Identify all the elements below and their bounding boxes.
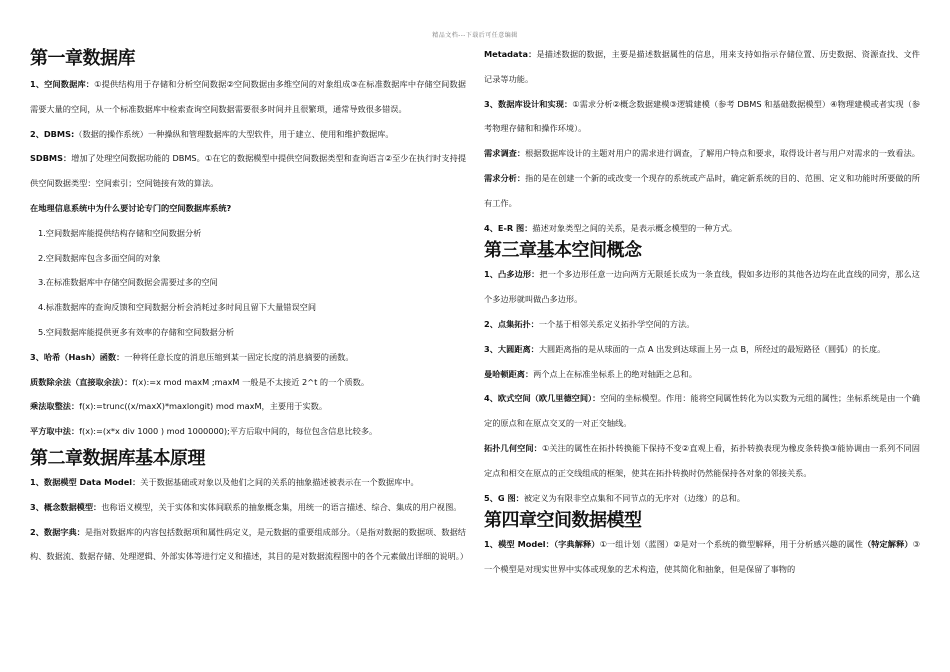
paragraph-sdbms: SDBMS：增加了处理空间数据功能的 DBMS。①在它的数据模型中提供空间数据类型和查询语言②至少在执行时支持提供空间数据类型：空间索引；空间链接有效的算法。	[30, 153, 467, 189]
term-label: 3、概念数据模型：	[30, 501, 102, 512]
term-label: （特定解释）	[862, 539, 913, 550]
paragraph-hash: 3、哈希（Hash）函数：一种将任意长度的消息压缩到某一固定长度的消息摘要的函数。	[30, 351, 354, 362]
paragraph-square: 平方取中法：f(x):=(x*x div 1000 ) mod 1000000);平方后取中间的，每位包含信息比较多。	[30, 426, 378, 437]
right-column	[484, 42, 920, 582]
list-item: 1.空间数据库能提供结构存储和空间数据分析	[38, 227, 202, 238]
term-label: 1、模型 Model：（字典解释）	[484, 539, 600, 550]
list-item: 3.在标准数据库中存储空间数据会需要过多的空间	[38, 277, 218, 288]
term-label: 需求调查：	[484, 148, 526, 159]
term-label: 3、数据库设计和实现：	[484, 98, 573, 109]
paragraph-manhattan: 曼哈顿距离：两个点上在标准坐标系上的绝对轴距之总和。	[484, 368, 697, 379]
list-item: 2.空间数据库包含多面空间的对象	[38, 252, 161, 263]
paragraph-er-diagram: 4、E-R 图：描述对象类型之间的关系，是表示概念模型的一种方式。	[484, 222, 738, 233]
paragraph-db-design: 3、数据库设计和实现：①需求分析②概念数据建模③逻辑建模（参考 DBMS 和基础数据模型）④物理建模或者实现（参考物理存储和和操作环境）。	[484, 98, 921, 134]
paragraph-convex-polygon: 1、凸多边形：把一个多边形任意一边向两方无限延长成为一条直线，假如多边形的其他各边均在此直线的同旁，那么这个多边形就叫做凸多边形。	[484, 269, 920, 305]
paragraph-data-dictionary: 2、数据字典：是指对数据库的内容包括数据项和属性码定义，是元数据的重要组成部分。（是指对数据的数据项、数据结构、数据流、数据存储、处理逻辑、外部实体等进行定义和描述，其目的是对数据流程图中的各个元素做出详细的说明。）	[30, 526, 469, 562]
paragraph-dbms: 2、DBMS:（数据的操作系统）一种操纵和管理数据库的大型软件，用于建立、使用和维护数据库。	[30, 128, 394, 139]
paragraph-spatial-database: 1、空间数据库：①提供结构用于存储和分析空间数据②空间数据由多维空间的对象组成③在标准数据库中存储空间数据需要大量的空间，从一个标准数据库中检索查询空间数据需要很多时间并且很繁琐，通常导致很多错误。	[30, 79, 466, 114]
chapter2-title: 第二章数据库基本原理	[30, 447, 205, 469]
paragraph-great-circle: 3、大圆距离：大圆距离指的是从球面的一点 A 出发到达球面上另一点 B，所经过的最短路径（圆弧）的长度。	[484, 343, 886, 354]
paragraph-data-model: 1、数据模型 Data Model：关于数据基础或对象以及他们之间的关系的抽象描述被表示在一个数据库中。	[30, 476, 419, 487]
list-item: 4.标准数据库的查询反馈和空间数据分析会消耗过多时间且留下大量错误空间	[38, 302, 317, 313]
term-label: 2、点集拓扑：	[484, 318, 539, 329]
term-label: 1、空间数据库：	[30, 79, 95, 89]
list-item: 5.空间数据库能提供更多有效率的存储和空间数据分析	[38, 326, 235, 337]
paragraph-model: 1、模型 Model：（字典解释）①一组计划（蓝图）②是对一个系统的微型解释，用于分析感兴趣的属性（特定解释）③一个模型是对现实世界中实体或现象的艺术构造，使其简化和抽象，但是保留了事物的	[484, 539, 920, 575]
term-label: Metadata：	[484, 49, 537, 59]
term-label: 4、欧式空间（欧几里德空间）：	[484, 393, 601, 404]
chapter1-title: 第一章数据库	[30, 48, 135, 69]
term-label: 1、数据模型 Data Model：	[30, 476, 141, 487]
term-label: 4、E-R 图：	[484, 222, 533, 233]
term-label: 1、凸多边形：	[484, 269, 540, 280]
term-label: 拓扑几何空间：	[484, 442, 542, 453]
term-label: 3、哈希（Hash）函数：	[30, 351, 125, 362]
paragraph-metadata: Metadata：是描述数据的数据，主要是描述数据属性的信息，用来支持如指示存储位置、历史数据、资源查找、文件记录等功能。	[484, 49, 920, 84]
term-label: 3、大圆距离：	[484, 343, 539, 354]
term-label: SDBMS：	[30, 153, 72, 164]
paragraph-conceptual-model: 3、概念数据模型：也称语义模型，关于实体和实体间联系的抽象概念集，用统一的语言描述、综合、集成的用户视图。	[30, 501, 462, 512]
reasons-list	[30, 221, 466, 345]
paragraph-euclidean: 4、欧式空间（欧几里德空间）：空间的坐标模型。作用：能将空间属性转化为以实数为元组的属性；坐标系统是由一个确定的原点和在原点交叉的一对正交轴线。	[484, 393, 920, 429]
paragraph-multiply: 乘法取整法：f(x):=trunc((x/maxX)*maxlongit) mod maxM，主要用于实数。	[30, 401, 328, 412]
term-label: 乘法取整法：	[30, 401, 80, 412]
question-heading: 在地理信息系统中为什么要讨论专门的空间数据库系统?	[30, 202, 232, 213]
term-label: 5、G 图：	[484, 492, 524, 503]
term-label: 需求分析：	[484, 172, 526, 183]
term-label: 平方取中法：	[30, 426, 80, 437]
paragraph-topological-space: 拓扑几何空间：①关注的属性在拓扑转换能下保持不变②直观上看，拓扑转换表现为橡皮条转换③能协调由一系列不同固定点和相交在原点的正交线组成的框架，使其在拓扑转换时仍然能保持各对象的邻接关系。	[484, 442, 920, 478]
chapter4-title: 第四章空间数据模型	[484, 510, 642, 532]
left-column	[30, 42, 469, 569]
paragraph-requirements: 需求调查：根据数据库设计的主题对用户的需求进行调查，了解用户特点和要求，取得设计者与用户对需求的一致看法。需求分析：指的是在创建一个新的或改变一个现存的系统或产品时，确定新系统的目的、范围、定义和功能时所要做的所有工作。	[484, 148, 920, 208]
term-label: 曼哈顿距离：	[484, 368, 534, 379]
term-label: 2、DBMS:	[30, 128, 75, 139]
paragraph-point-set-topology: 2、点集拓扑：一个基于相邻关系定义拓扑学空间的方法。	[484, 318, 695, 329]
term-label: 2、数据字典：	[30, 526, 85, 537]
header-watermark: 精品文档---下载后可任意编辑	[432, 32, 518, 39]
term-label: 质数除余法（直接取余法）：	[30, 376, 133, 387]
paragraph-mod: 质数除余法（直接取余法）：f(x):=x mod maxM ;maxM 一般是不太接近 2^t 的一个质数。	[30, 376, 370, 387]
chapter3-title: 第三章基本空间概念	[484, 240, 642, 262]
paragraph-graph: 5、G 图：被定义为有限非空点集和不同节点的无序对（边缘）的总和。	[484, 492, 745, 503]
